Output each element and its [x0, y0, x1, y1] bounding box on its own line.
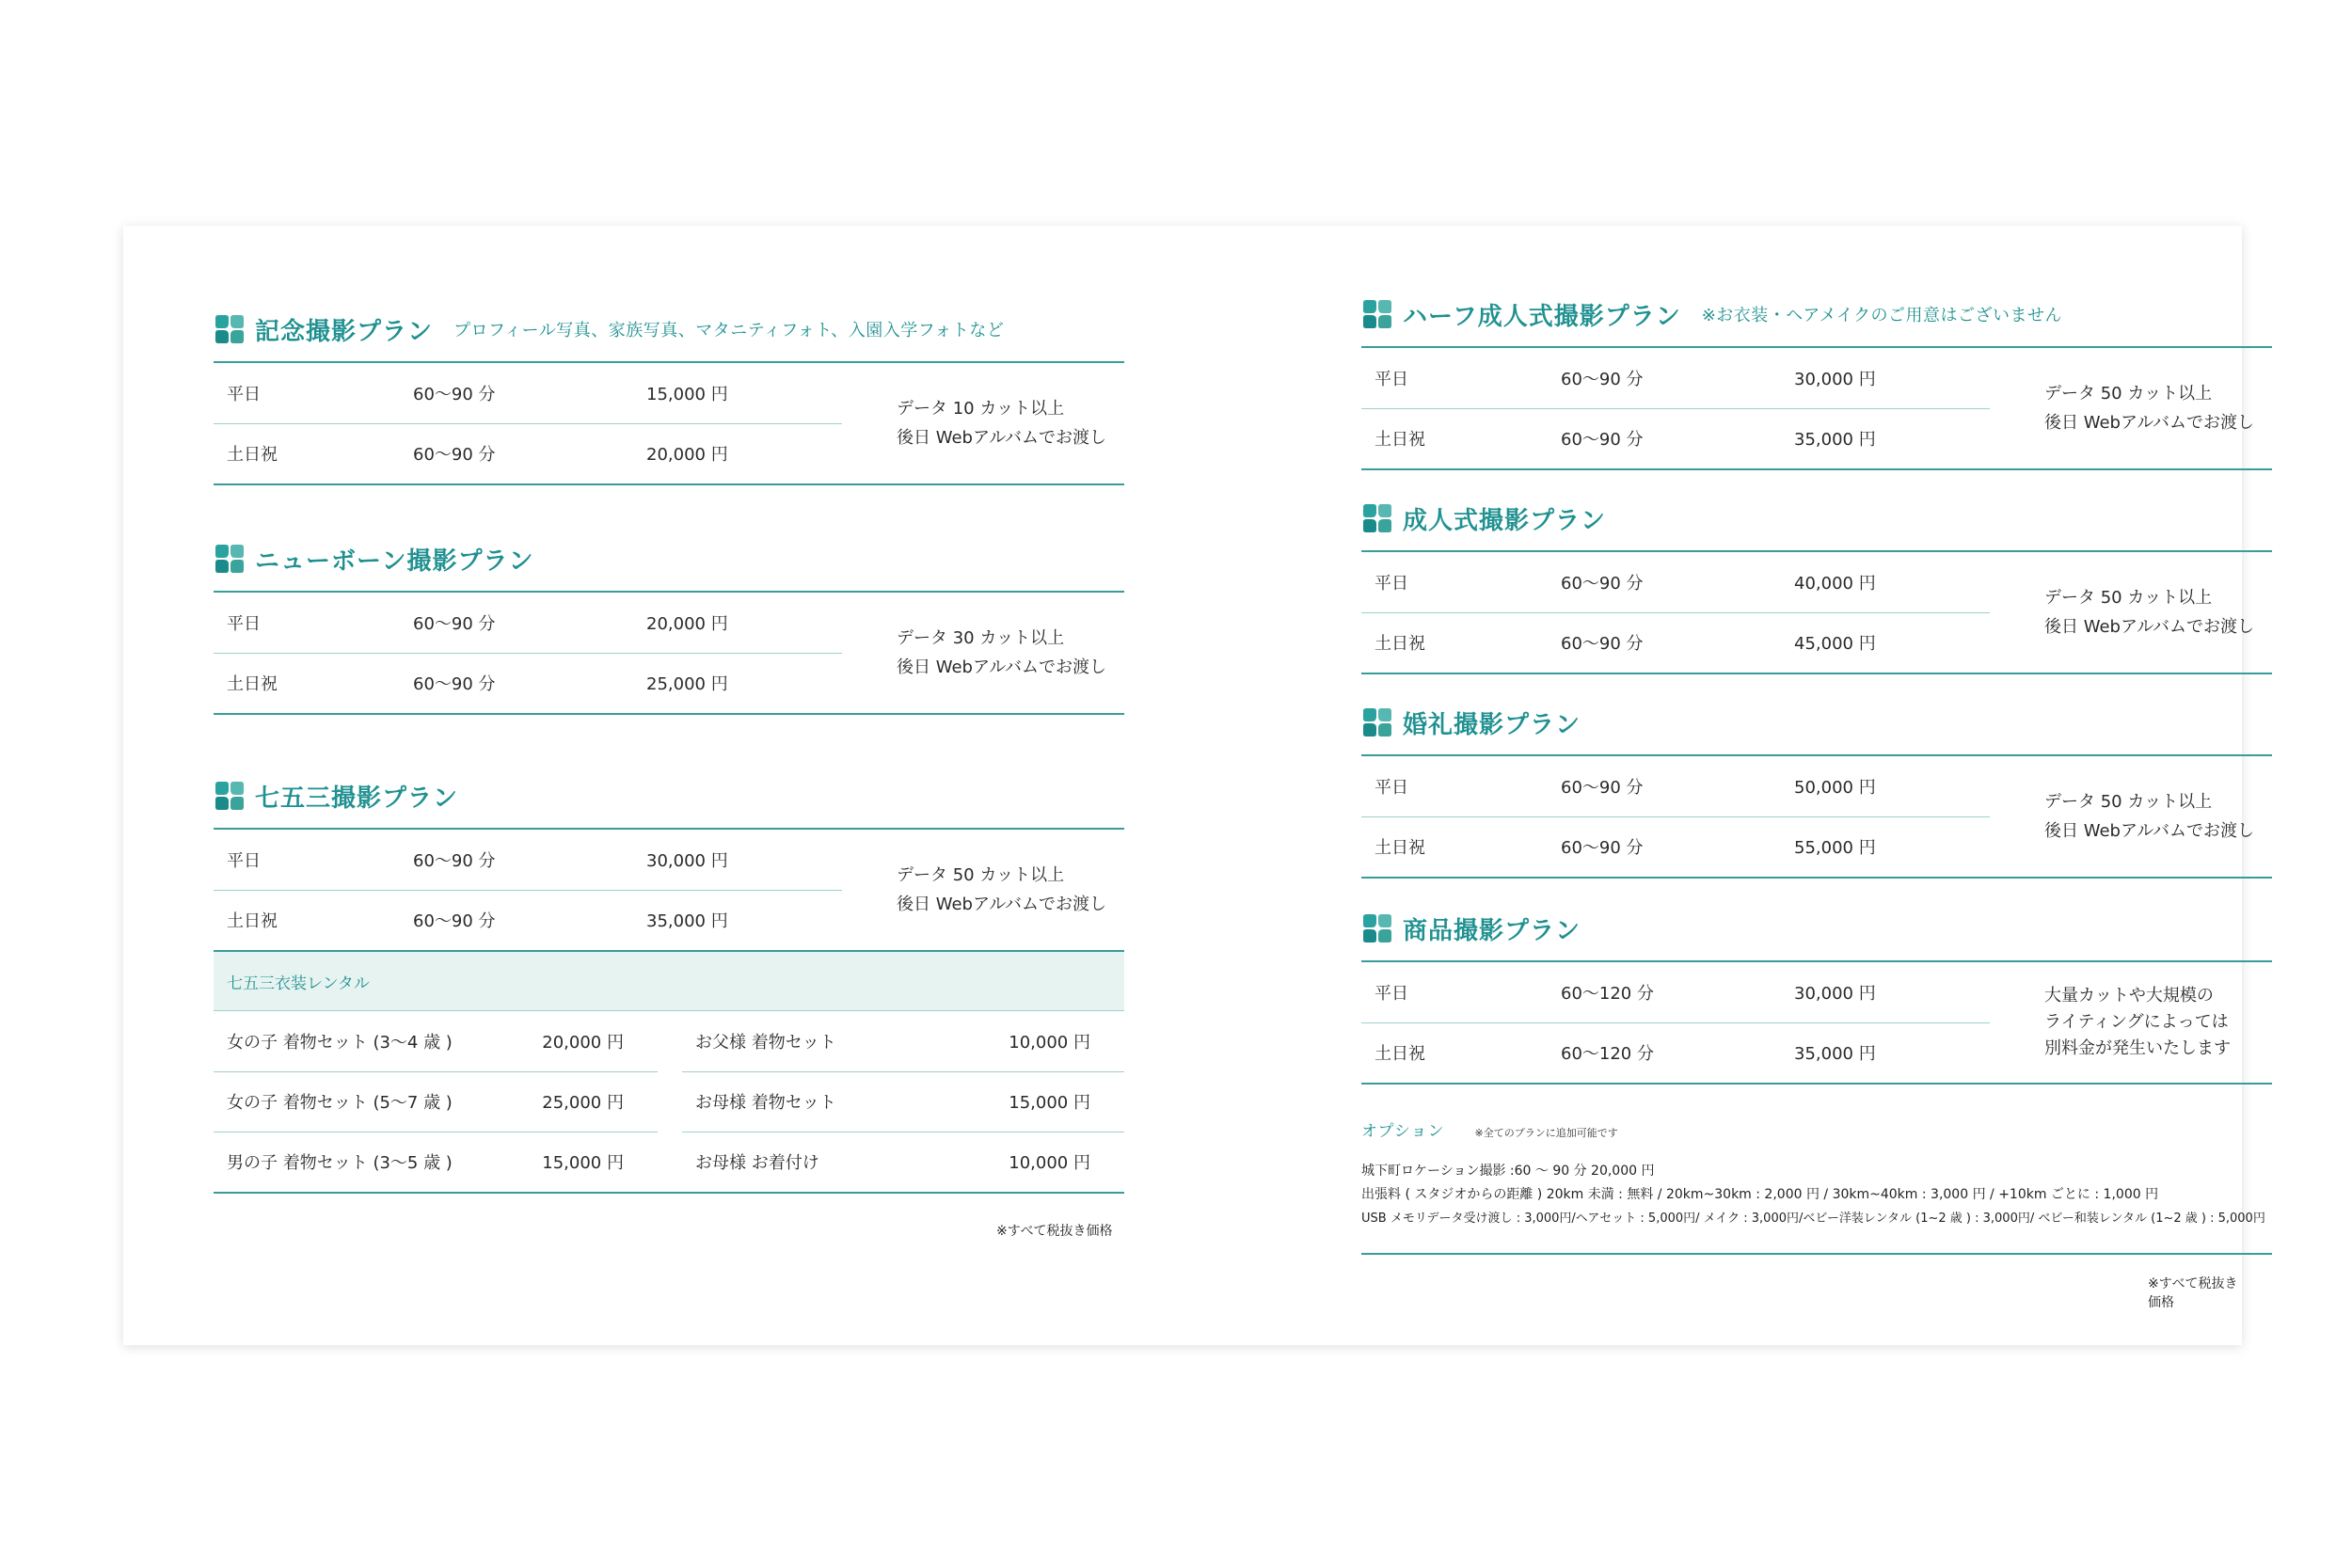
day-cell: 土日祝: [1375, 1044, 1425, 1064]
table-row: [214, 830, 842, 891]
plan-table: [1361, 346, 2272, 470]
time-cell: 60～90 分: [413, 851, 496, 871]
day-cell: 平日: [227, 851, 261, 871]
note-line: 別料金が発生いたします: [2044, 1038, 2231, 1058]
plan-note: [2044, 552, 2254, 673]
clover-logo-icon: [214, 313, 246, 345]
table-row: [1361, 612, 1990, 673]
day-cell: 土日祝: [227, 674, 278, 694]
options-divider: [1361, 1253, 2272, 1255]
note-line: データ 50 カット以上: [2044, 384, 2213, 404]
note-line: データ 50 カット以上: [2044, 792, 2213, 812]
plan-note: [2044, 756, 2254, 877]
note-line: 後日 Webアルバムでお渡し: [2044, 617, 2254, 637]
tax-note: ※すべて税抜き価格: [2148, 1276, 2238, 1310]
price-cell: 35,000 円: [1794, 430, 1876, 450]
option-line: 出張料 ( スタジオからの距離 ) 20km 未満 : 無料 / 20km~30km : 2,000 円 / 30km~40km : 3,000 円 / +10km ごとに : 1,000 円: [1361, 1187, 2159, 1202]
plan-table: [1361, 550, 2272, 674]
rental-item: [214, 1011, 658, 1072]
table-row: [1361, 962, 1990, 1023]
time-cell: 60～90 分: [1561, 778, 1644, 798]
rental-item: [214, 1132, 658, 1192]
rental-table: [214, 950, 1124, 1194]
note-line: データ 50 カット以上: [2044, 588, 2213, 608]
time-cell: 60～90 分: [413, 614, 496, 634]
day-cell: 平日: [1375, 370, 1408, 389]
plan-note: [897, 363, 1106, 483]
plan-header: [1361, 293, 2272, 335]
clover-logo-icon: [1361, 502, 1393, 534]
plan-table: [214, 828, 1124, 950]
plan-note: [2044, 348, 2254, 468]
plan-header: [214, 538, 1124, 579]
rental-item-price: 10,000 円: [1009, 1153, 1090, 1173]
right-page: [1183, 226, 2265, 1345]
day-cell: 平日: [1375, 984, 1408, 1004]
rental-item: [682, 1011, 1124, 1072]
rental-title: 七五三衣装レンタル: [227, 974, 370, 993]
rental-item: [682, 1071, 1124, 1132]
price-cell: 40,000 円: [1794, 574, 1876, 594]
rental-item-price: 10,000 円: [1009, 1033, 1090, 1053]
rental-item-price: 25,000 円: [542, 1093, 624, 1113]
plan-table: [1361, 754, 2272, 879]
note-line: 後日 Webアルバムでお渡し: [2044, 413, 2254, 433]
price-cell: 45,000 円: [1794, 634, 1876, 654]
note-line: 大量カットや大規模の: [2044, 986, 2214, 1006]
note-line: データ 10 カット以上: [897, 399, 1065, 419]
table-row: [1361, 1022, 1990, 1083]
day-cell: 平日: [1375, 574, 1408, 594]
plan-table: [214, 591, 1124, 715]
options-title: オプション: [1361, 1122, 1445, 1141]
price-cell: 30,000 円: [1794, 370, 1876, 389]
plan-title: 記念撮影プラン: [255, 317, 434, 346]
time-cell: 60～120 分: [1561, 1044, 1654, 1064]
day-cell: 平日: [227, 385, 261, 404]
note-line: データ 30 カット以上: [897, 628, 1065, 648]
options-subtitle: ※全てのプランに追加可能です: [1474, 1127, 1618, 1139]
day-cell: 土日祝: [1375, 634, 1425, 654]
rental-item-name: お父様 着物セット: [695, 1033, 836, 1053]
plan-header: [214, 309, 1124, 350]
price-cell: 50,000 円: [1794, 778, 1876, 798]
note-line: データ 50 カット以上: [897, 865, 1065, 885]
price-cell: 30,000 円: [646, 851, 728, 871]
plan-header: [214, 775, 1124, 816]
price-cell: 35,000 円: [1794, 1044, 1876, 1064]
clover-logo-icon: [1361, 706, 1393, 738]
options-list: [1361, 1160, 2272, 1230]
plan-title: 七五三撮影プラン: [255, 784, 459, 813]
rental-item: [214, 1071, 658, 1132]
note-line: 後日 Webアルバムでお渡し: [897, 657, 1106, 677]
rental-item-name: お母様 着物セット: [695, 1093, 836, 1113]
time-cell: 60～90 分: [1561, 838, 1644, 858]
plan-note: [897, 830, 1106, 950]
table-row: [1361, 816, 1990, 877]
clover-logo-icon: [1361, 912, 1393, 944]
table-row: [1361, 756, 1990, 817]
time-cell: 60～90 分: [1561, 370, 1644, 389]
plan-title: 婚礼撮影プラン: [1403, 710, 1581, 739]
rental-header: [214, 952, 1124, 1011]
day-cell: 平日: [1375, 778, 1408, 798]
rental-item-price: 15,000 円: [1009, 1093, 1090, 1113]
options-block: [1361, 1117, 2272, 1230]
plan-section-half-seijinshiki: [1361, 293, 2272, 470]
rental-item: [682, 1132, 1124, 1192]
time-cell: 60～90 分: [413, 445, 496, 465]
plan-header: [1361, 702, 2272, 743]
plan-section-konrei: [1361, 702, 2272, 879]
plan-header: [1361, 908, 2272, 949]
rental-item-name: 女の子 着物セット (3～4 歳 ): [227, 1033, 453, 1053]
left-page: [123, 226, 1183, 1345]
time-cell: 60～90 分: [1561, 430, 1644, 450]
price-cell: 25,000 円: [646, 674, 728, 694]
plan-note: [2044, 962, 2231, 1083]
clover-logo-icon: [1361, 298, 1393, 330]
table-row: [214, 653, 842, 713]
time-cell: 60～90 分: [413, 674, 496, 694]
plan-section-kinen: [214, 309, 1124, 485]
time-cell: 60～90 分: [413, 911, 496, 931]
rental-item-name: 男の子 着物セット (3～5 歳 ): [227, 1153, 453, 1173]
note-line: 後日 Webアルバムでお渡し: [897, 895, 1106, 914]
table-row: [1361, 348, 1990, 409]
plan-section-shohin: [1361, 908, 2272, 1085]
rental-item-name: お母様 お着付け: [695, 1153, 819, 1173]
rental-item-price: 15,000 円: [542, 1153, 624, 1173]
plan-title: 成人式撮影プラン: [1403, 506, 1607, 535]
plan-subtitle: プロフィール写真、家族写真、マタニティフォト、入園入学フォトなど: [453, 321, 1005, 341]
price-cell: 30,000 円: [1794, 984, 1876, 1004]
day-cell: 平日: [227, 614, 261, 634]
price-cell: 20,000 円: [646, 445, 728, 465]
rental-item-price: 20,000 円: [542, 1033, 624, 1053]
rental-item-name: 女の子 着物セット (5～7 歳 ): [227, 1093, 453, 1113]
table-row: [214, 890, 842, 950]
plan-section-seijinshiki: [1361, 498, 2272, 674]
price-cell: 55,000 円: [1794, 838, 1876, 858]
time-cell: 60～90 分: [1561, 634, 1644, 654]
plan-table: [214, 361, 1124, 485]
table-row: [214, 363, 842, 424]
plan-section-newborn: [214, 538, 1124, 715]
day-cell: 土日祝: [1375, 430, 1425, 450]
option-line: USB メモリデータ受け渡し : 3,000円/ヘアセット : 5,000円/ メイク : 3,000円/ベビー洋装レンタル (1~2 歳 ) : 3,000円/ ベビー和装レンタル (1~2 歳 ) : 5,000円: [1361, 1212, 2265, 1226]
plan-section-shichigosan: [214, 775, 1124, 1194]
tax-note: ※すべて税抜き価格: [996, 1224, 1113, 1239]
table-row: [1361, 408, 1990, 468]
option-line: 城下町ロケーション撮影 :60 ～ 90 分 20,000 円: [1361, 1164, 1655, 1179]
price-cell: 20,000 円: [646, 614, 728, 634]
note-line: 後日 Webアルバムでお渡し: [2044, 821, 2254, 841]
rental-grid: [214, 1011, 1124, 1194]
price-cell: 15,000 円: [646, 385, 728, 404]
plan-title: ハーフ成人式撮影プラン: [1403, 302, 1681, 331]
time-cell: 60～90 分: [413, 385, 496, 404]
time-cell: 60～90 分: [1561, 574, 1644, 594]
day-cell: 土日祝: [227, 911, 278, 931]
note-line: ライティングによっては: [2044, 1012, 2229, 1032]
plan-subtitle: ※お衣装・ヘアメイクのご用意はございません: [1701, 306, 2062, 325]
note-line: 後日 Webアルバムでお渡し: [897, 428, 1106, 448]
table-row: [214, 593, 842, 654]
options-header: [1361, 1117, 2272, 1141]
time-cell: 60～120 分: [1561, 984, 1654, 1004]
day-cell: 土日祝: [1375, 838, 1425, 858]
brochure-spread: [123, 226, 2265, 1345]
table-row: [1361, 552, 1990, 613]
plan-note: [897, 593, 1106, 713]
price-cell: 35,000 円: [646, 911, 728, 931]
clover-logo-icon: [214, 543, 246, 575]
plan-table: [1361, 960, 2272, 1085]
plan-title: 商品撮影プラン: [1403, 916, 1581, 945]
plan-header: [1361, 498, 2272, 539]
clover-logo-icon: [214, 780, 246, 812]
table-row: [214, 423, 842, 483]
day-cell: 土日祝: [227, 445, 278, 465]
plan-title: ニューボーン撮影プラン: [255, 546, 534, 576]
